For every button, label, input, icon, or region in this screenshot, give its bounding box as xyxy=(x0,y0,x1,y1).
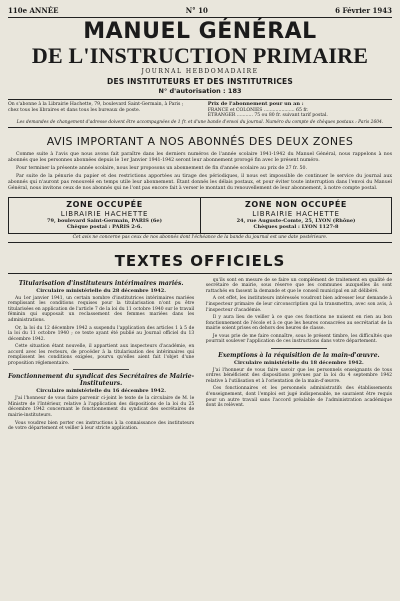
zone-cheques: Chèques postal : LYON 1127-8 xyxy=(253,223,339,230)
price-title: Prix de l'abonnement pour un an : xyxy=(207,101,304,107)
article-paragraph: J'ai l'honneur de vous faire savoir que les personnels enseignants de tous ordres bénéficient des dispositions prévues par la loi du 4 septembre 1942 relative à l'utilisation et à l'orientation de la main-d'œuvre. xyxy=(205,367,392,384)
zone-occupied xyxy=(9,198,200,233)
zones-footnote: Cet avis ne concerne pas ceux de nos abonnés dont l'échéance de la bande du journal est une date postérieure. xyxy=(8,234,392,243)
price-france: FRANCE et COLONIES ..................... 65 fr. xyxy=(207,107,309,113)
article-paragraph: A cet effet, les instituteurs intéressés voudront bien adresser leur demande à l'inspecteur primaire de leur circonscription qui la transmettra, avec son avis, à l'inspecteur d'académie. xyxy=(205,296,392,313)
masthead xyxy=(8,20,392,95)
subscription-prices xyxy=(208,102,392,119)
zone-title: ZONE OCCUPÉE xyxy=(66,199,143,209)
article-heading: Titularisation d'instituteurs intérimaires mariés. xyxy=(18,279,184,287)
article-separator xyxy=(271,348,327,349)
right-column xyxy=(206,278,392,434)
article-separator xyxy=(73,369,129,370)
article-paragraph: Je vous prie de me faire connaître, sous le présent timbre, les difficultés que pourrait soulever l'application de ces instructions dans votre département. xyxy=(205,333,392,345)
article-subheading: Circulaire ministérielle du 16 décembre 1942. xyxy=(36,388,166,395)
article-paragraph: J'ai l'honneur de vous faire parvenir ci-joint le texte de la circulaire de M. le Ministre de l'Intérieur, relative à l'application des dispositions de la loi du 25 décembre 1942 concernant le fonctionnement du syndicat des secrétaires de mairie-instituteurs. xyxy=(8,396,195,418)
zone-title: ZONE NON OCCUPÉE xyxy=(245,199,347,209)
zone-library: LIBRAIRIE HACHETTE xyxy=(252,209,340,218)
notice-title: AVIS IMPORTANT A NOS ABONNÉS DES DEUX ZONES xyxy=(46,134,354,148)
article-paragraph: qu'ils sont en mesure de se faire un complément de traitement en qualité de secrétaire de mairie, sous réserve que les communes auxquelles ils sont rattachés en fassent la demande et que le conseil municipal en ait délibéré. xyxy=(205,277,392,294)
article-subheading: Circulaire ministérielle du 18 décembre 1942. xyxy=(234,359,364,366)
masthead-authorization: N° d'autorisation : 183 xyxy=(158,87,242,95)
article-subheading: Circulaire ministérielle du 28 décembre 1942. xyxy=(36,287,166,294)
masthead-title: MANUEL GÉNÉRAL xyxy=(83,19,317,44)
article-heading: Fonctionnement du syndicat des Secrétaires de Mairie-Instituteurs. xyxy=(8,373,195,388)
issue-bar xyxy=(8,6,392,18)
masthead-subtitle: DE L'INSTRUCTION PRIMAIRE xyxy=(31,43,369,68)
article-paragraph: Au 1er janvier 1941, un certain nombre d'institutrices intérimaires mariées remplissant les conditions requises pour la titularisation n'ont pu être titularisées en application de l'article 7 de la loi du 11 octobre 1940 sur le travail féminin qui supposait un reclassement des femmes mariées dans les administrations. xyxy=(8,295,195,323)
notice-body xyxy=(8,152,392,192)
issue-date: 6 Février 1943 xyxy=(335,6,392,15)
left-column xyxy=(8,278,194,434)
article-paragraph: Vous voudrez bien porter ces instructions à la connaissance des instituteurs de votre département et veiller à leur stricte application. xyxy=(8,420,195,432)
zone-library: LIBRAIRIE HACHETTE xyxy=(60,209,149,218)
address-change-note: Les demandes de changement d'adresse doivent être accompagnées de 1 fr. et d'une bande d'envoi du journal. Numéro du compte de chèques postaux : Paris 2604. xyxy=(8,119,392,128)
price-abroad: ÉTRANGER ........... 75 ou 80 fr. suivant tarif postal. xyxy=(207,113,328,119)
article-paragraph: Il y aura lieu de veiller à ce que ces fonctions ne nuisent en rien au bon fonctionnement de l'école et à ce que les heures consacrées au secrétariat de la mairie soient prises en dehors des heures de classe. xyxy=(205,315,392,332)
zone-address: 24, rue Auguste-Comte, 25, LYON (Rhône) xyxy=(236,217,356,224)
subscription-address: On s'abonne à la Librairie Hachette, 79, boulevard Saint-Germain, à Paris ; chez tous les libraires et dans tous les bureaux de poste. xyxy=(8,102,184,113)
zones-box xyxy=(8,197,392,234)
masthead-frequency: JOURNAL HEBDOMADAIRE xyxy=(141,68,259,75)
article-heading: Exemptions à la réquisition de la main-d'œuvre. xyxy=(218,351,380,359)
zone-address: 79, boulevard Saint-Germain, PARIS (6e) xyxy=(47,217,162,224)
masthead-audience: DES INSTITUTEURS ET DES INSTITUTRICES xyxy=(107,77,293,86)
issue-year: 110e ANNÉE xyxy=(8,6,59,15)
zone-unoccupied xyxy=(200,198,391,233)
zone-cheques: Chèque postal : PARIS 2-6. xyxy=(66,223,143,230)
issue-number: N° 10 xyxy=(185,6,208,15)
notice-paragraph: Comme suite à l'avis que nous avons fait paraître dans les derniers numéros de l'année scolaire 1941-1942 du Manuel Général, nous rappelons à nos abonnés que les personnes abonnées depuis le 1er Janvier 1941-1942 seront leur abonnement prorogé fin avec le présent numéro. xyxy=(8,151,392,163)
article-paragraph: Cette situation étant nouvelle, il appartient aux inspecteurs d'académie, en accord avec les recteurs, de procéder à la titularisation des intérimaires qui remplissent les conditions exigées, pourvu qu'elles aient fait l'objet d'une proposition réglementaire. xyxy=(8,344,195,366)
article-paragraph: Or, la loi du 12 décembre 1942 a suspendu l'application des articles 1 à 5 de la loi du 11 octobre 1940 ; ce texte ayant été publié au Journal officiel du 13 décembre 1942. xyxy=(8,325,195,342)
notice-paragraph: Pour terminer la présente année scolaire, nous leur proposons un abonnement de fin d'année scolaire au prix de 27 fr. 50. xyxy=(16,165,307,171)
section-title: TEXTES OFFICIELS xyxy=(8,252,392,274)
subscription-info xyxy=(8,99,392,119)
article-columns xyxy=(8,278,392,434)
notice-paragraph: Par suite de la pénurie du papier et des restrictions apportées au tirage des périodiques, il nous est impossible de continuer le service du journal aux abonnés qui n'auront pas renouvelé en temps utile leur abonnement. Étant donnés les délais postaux, et pour éviter toute interruption dans l'envoi du Manuel Général, nous invitons ceux de nos abonnés qui ne l'ont pas encore fait à verser le montant du renouvellement de leur abonnement, à notre compte postal. xyxy=(8,173,392,191)
article-paragraph: Ces fonctionnaires et les personnels administratifs des établissements d'enseignement, dont l'emploi est jugé indispensable, ne sauraient être requis pour un autre travail sans l'accord préalable de l'administration académique dont ils relèvent. xyxy=(205,386,392,409)
